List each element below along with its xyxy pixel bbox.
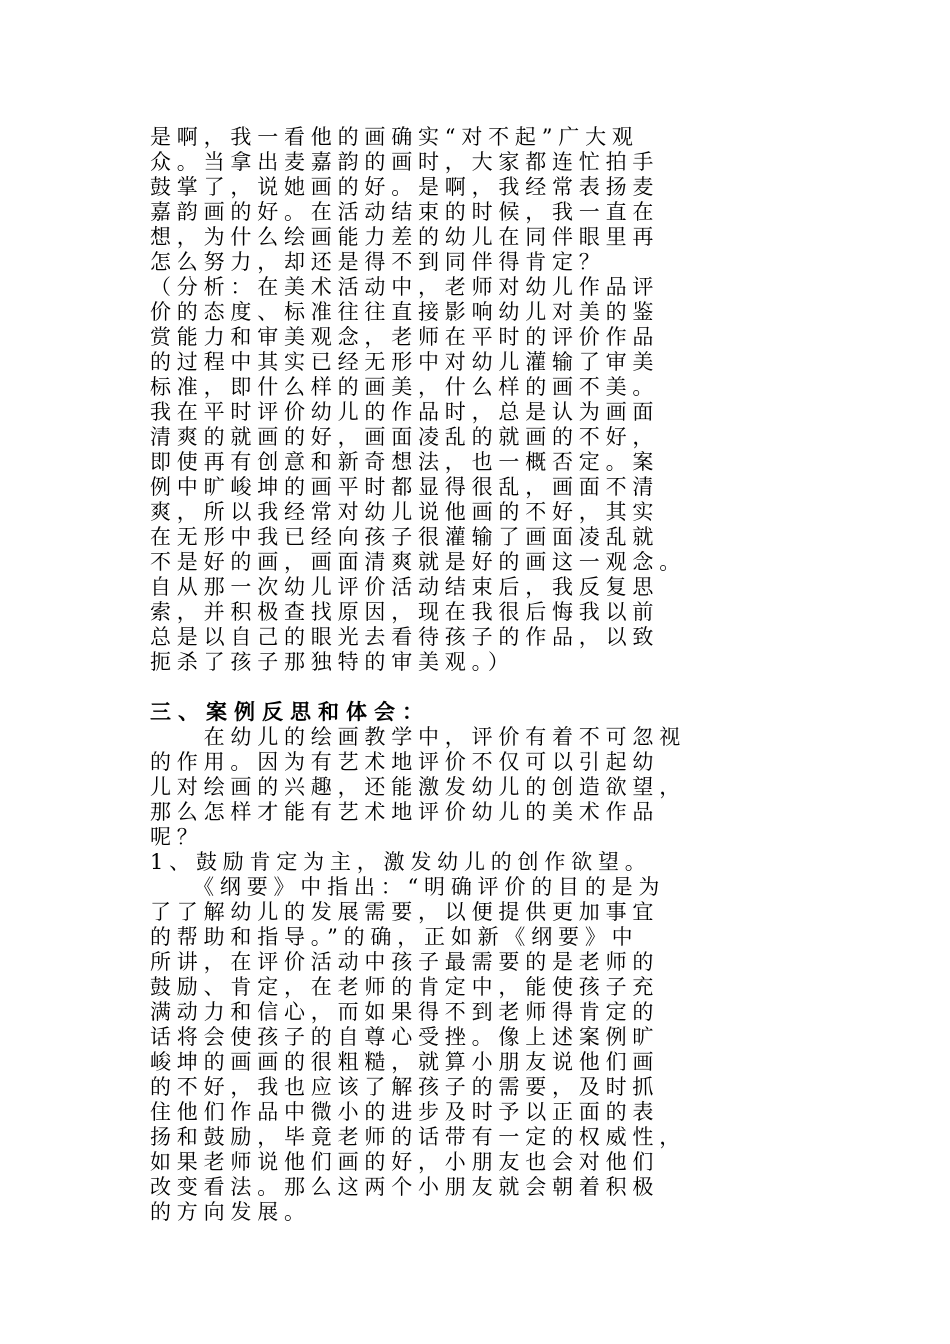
paragraph-line: 鼓掌了，说她画的好。是啊，我经常表扬麦: [150, 175, 660, 199]
paragraph-line: 所讲，在评价活动中孩子最需要的是老师的: [150, 950, 660, 974]
paragraph-line: 即使再有创意和新奇想法，也一概否定。案: [150, 450, 660, 474]
paragraph-line: 的帮助和指导。”的确，正如新《纲要》中: [150, 925, 639, 949]
paragraph-line: （分析：在美术活动中，老师对幼儿作品评: [150, 275, 660, 299]
paragraph-line: 赏能力和审美观念，老师在平时的评价作品: [150, 325, 660, 349]
paragraph-line: 扬和鼓励，毕竟老师的话带有一定的权威性，: [150, 1125, 686, 1149]
paragraph-line: 怎么努力，却还是得不到同伴得肯定？: [150, 250, 606, 274]
paragraph-line: 众。当拿出麦嘉韵的画时，大家都连忙拍手: [150, 150, 660, 174]
list-item-heading: 1、鼓励肯定为主，激发幼儿的创作欲望。: [150, 850, 652, 874]
paragraph-line: 不是好的画，画面清爽就是好的画这一观念。: [150, 550, 686, 574]
paragraph-line: 索，并积极查找原因，现在我很后悔我以前: [150, 600, 660, 624]
paragraph-line: 扼杀了孩子那独特的审美观。）: [150, 650, 515, 674]
paragraph-line: 的过程中其实已经无形中对幼儿灌输了审美: [150, 350, 660, 374]
paragraph-line: 峻坤的画画的很粗糙，就算小朋友说他们画: [150, 1050, 660, 1074]
paragraph-line: 标准，即什么样的画美，什么样的画不美。: [150, 375, 660, 399]
paragraph-line: 的作用。因为有艺术地评价不仅可以引起幼: [150, 750, 660, 774]
paragraph-line: 自从那一次幼儿评价活动结束后，我反复思: [150, 575, 660, 599]
paragraph-line: 价的态度、标准往往直接影响幼儿对美的鉴: [150, 300, 660, 324]
paragraph-line: 满动力和信心，而如果得不到老师得肯定的: [150, 1000, 660, 1024]
paragraph-line: 总是以自己的眼光去看待孩子的作品，以致: [150, 625, 660, 649]
paragraph-line: 的方向发展。: [150, 1200, 311, 1224]
paragraph-line: 是啊，我一看他的画确实“对不起”广大观: [150, 125, 639, 149]
paragraph-line: 了了解幼儿的发展需要，以便提供更加事宜: [150, 900, 660, 924]
paragraph-line: 在无形中我已经向孩子很灌输了画面凌乱就: [150, 525, 660, 549]
paragraph-line: 嘉韵画的好。在活动结束的时候，我一直在: [150, 200, 660, 224]
paragraph-line: 话将会使孩子的自尊心受挫。像上述案例旷: [150, 1025, 660, 1049]
paragraph-line: 如果老师说他们画的好，小朋友也会对他们: [150, 1150, 660, 1174]
paragraph-line: 我在平时评价幼儿的作品时，总是认为画面: [150, 400, 660, 424]
paragraph-line: 例中旷峻坤的画平时都显得很乱，画面不清: [150, 475, 660, 499]
paragraph-line: 爽，所以我经常对幼儿说他画的不好，其实: [150, 500, 660, 524]
paragraph-line: 住他们作品中微小的进步及时予以正面的表: [150, 1100, 660, 1124]
section-heading: 三、案例反思和体会：: [150, 699, 430, 724]
paragraph-line: 清爽的就画的好，画面凌乱的就画的不好，: [150, 425, 660, 449]
paragraph-line: 呢？: [150, 825, 204, 849]
paragraph-line: 在幼儿的绘画教学中，评价有着不可忽视: [150, 725, 686, 749]
paragraph-line: 改变看法。那么这两个小朋友就会朝着积极: [150, 1175, 660, 1199]
paragraph-line: 那么怎样才能有艺术地评价幼儿的美术作品: [150, 800, 660, 824]
paragraph-line: 儿对绘画的兴趣，还能激发幼儿的创造欲望，: [150, 775, 686, 799]
paragraph-line: 鼓励、肯定，在老师的肯定中，能使孩子充: [150, 975, 660, 999]
paragraph-line: 的不好，我也应该了解孩子的需要，及时抓: [150, 1075, 660, 1099]
paragraph-line: 想，为什么绘画能力差的幼儿在同伴眼里再: [150, 225, 660, 249]
paragraph-line: 《纲要》中指出：“明确评价的目的是为: [150, 875, 666, 899]
